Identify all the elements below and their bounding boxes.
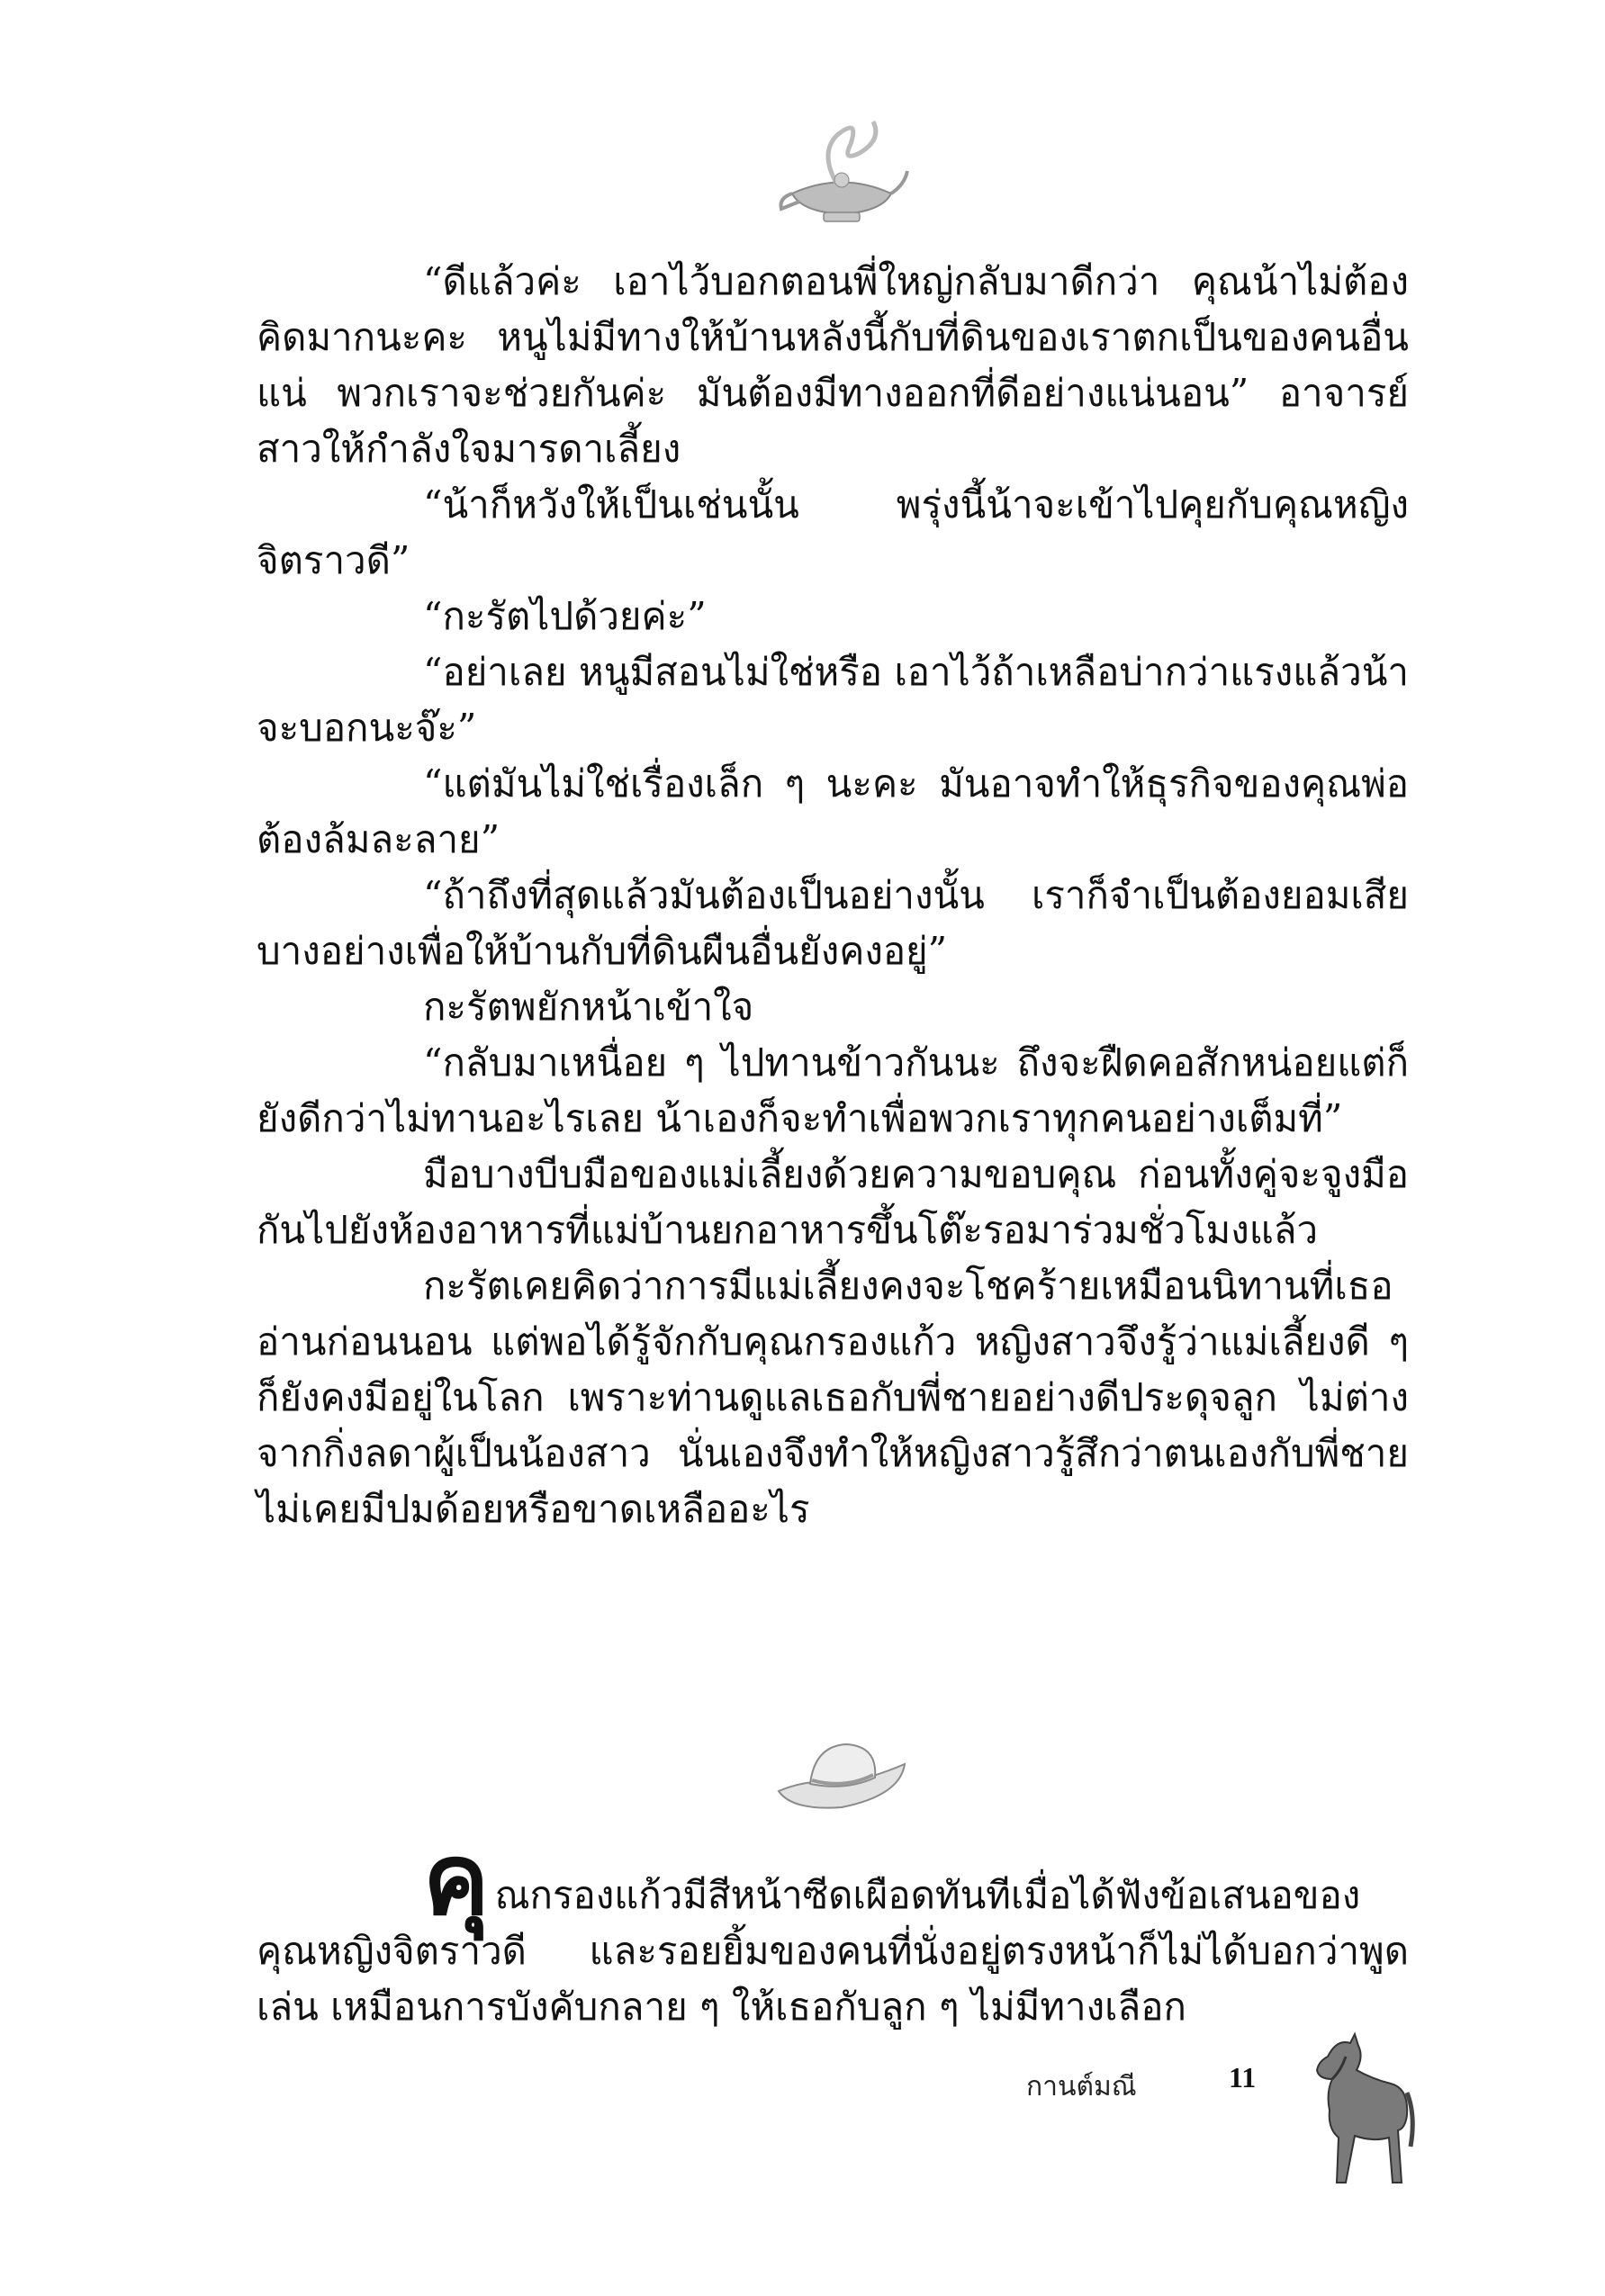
main-text	[257, 254, 1409, 1537]
paragraph: “น้าก็หวังให้เป็นเช่นนั้น พรุ่งนี้น้าจะเข้าไปคุยกับคุณหญิงจิตราวดี”	[257, 482, 1409, 582]
cowboy-hat-icon	[774, 1728, 909, 1818]
running-footer-author: กานต์มณี	[1026, 2071, 1137, 2102]
paragraph: “กะรัตไปด้วยค่ะ”	[423, 594, 707, 638]
paragraph: กะรัตเคยคิดว่าการมีแม่เลี้ยงคงจะโชคร้ายเหมือนนิทานที่เธออ่านก่อนนอน แต่พอได้รู้จักกับคุณกรองแก้ว หญิงสาวจึงรู้ว่าแม่เลี้ยงดี ๆ ก็ยังคงมีอยู่ในโลก เพราะท่านดูแลเธอกับพี่ชายอย่างดีประดุจลูก ไม่ต่างจากกิ่งลดาผู้เป็นน้องสาว นั่นเองจึงทำให้หญิงสาวรู้สึกว่าตนเองกับพี่ชายไม่เคยมีปมด้อยหรือขาดเหลืออะไร	[257, 1264, 1409, 1531]
paragraph-text: ณกรองแก้วมีสีหน้าซีดเผือดทันทีเมื่อได้ฟังข้อเสนอของคุณหญิงจิตราวดี และรอยยิ้มของคนที่นั่งอยู่ตรงหน้าก็ไม่ได้บอกว่าพูดเล่น เหมือนการบังคับกลาย ๆ ให้เธอกับลูก ๆ ไม่มีทางเลือก	[257, 1873, 1409, 2029]
drop-cap: คุ	[423, 1822, 490, 1937]
paragraph: “แต่มันไม่ใช่เรื่องเล็ก ๆ นะคะ มันอาจทำให้ธุรกิจของคุณพ่อต้องล้มละลาย”	[257, 761, 1409, 861]
paragraph: “อย่าเลย หนูมีสอนไม่ใช่หรือ เอาไว้ถ้าเหลือบ่ากว่าแรงแล้วน้าจะบอกนะจ๊ะ”	[257, 650, 1409, 750]
paragraph	[257, 1822, 1409, 2035]
genie-lamp-icon	[774, 108, 909, 234]
paragraph: “ดีแล้วค่ะ เอาไว้บอกตอนพี่ใหญ่กลับมาดีกว่า คุณน้าไม่ต้องคิดมากนะคะ หนูไม่มีทางให้บ้านหลังนี้กับที่ดินของเราตกเป็นของคนอื่นแน่ พวกเราจะช่วยกันค่ะ มันต้องมีทางออกที่ดีอย่างแน่นอน” อาจารย์สาวให้กำลังใจมารดาเลี้ยง	[257, 259, 1409, 471]
horse-icon	[1292, 2030, 1418, 2192]
paragraph: กะรัตพยักหน้าเข้าใจ	[423, 985, 754, 1029]
page-number: 11	[1229, 2061, 1257, 2093]
section-two	[257, 1822, 1409, 2035]
paragraph: “กลับมาเหนื่อย ๆ ไปทานข้าวกันนะ ถึงจะฝืดคอสักหน่อยแต่ก็ยังดีกว่าไม่ทานอะไรเลย น้าเองก็จะทำเพื่อพวกเราทุกคนอย่างเต็มที่”	[257, 1040, 1409, 1140]
paragraph: “ถ้าถึงที่สุดแล้วมันต้องเป็นอย่างนั้น เราก็จำเป็นต้องยอมเสียบางอย่างเพื่อให้บ้านกับที่ดินผืนอื่นยังคงอยู่”	[257, 873, 1409, 973]
paragraph: มือบางบีบมือของแม่เลี้ยงด้วยความขอบคุณ ก่อนทั้งคู่จะจูงมือกันไปยังห้องอาหารที่แม่บ้านยกอาหารขึ้นโต๊ะรอมาร่วมชั่วโมงแล้ว	[257, 1152, 1409, 1252]
